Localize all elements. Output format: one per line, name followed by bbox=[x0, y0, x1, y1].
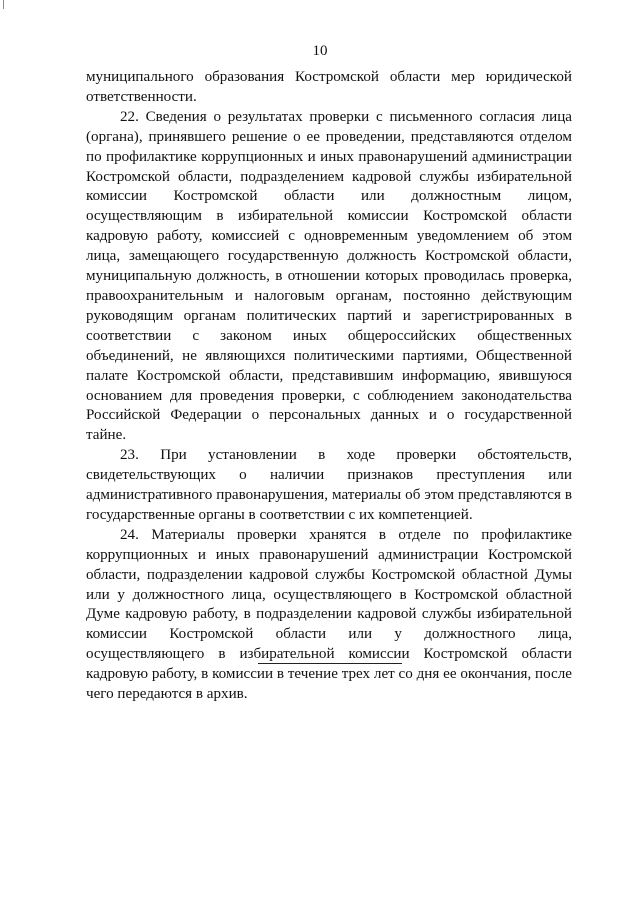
document-body bbox=[86, 68, 572, 705]
paragraph-23: 23. При установлении в ходе проверки обстоятельств, свидетельствующих о наличии признаков преступления или административного правонарушения, материалы об этом представляются в государственные органы в соответствии с их компетенцией. bbox=[86, 447, 572, 523]
scan-mark bbox=[3, 0, 4, 9]
page-number: 10 bbox=[312, 43, 328, 59]
paragraph-22: 22. Сведения о результатах проверки с письменного согласия лица (органа), принявшего решение о ее проведении, представляются отделом по профилактике коррупционных и иных правонарушений администрации Костромской области, подразделением кадровой службы избирательной комиссии Костромской области или должностным лицом, осуществляющим в избирательной комиссии Костромской области кадровую работу, комиссией с одновременным уведомлением об этом лица, замещающего государственную должность Костромской области, муниципальную должность, в отношении которых проводилась проверка, правоохранительным и налоговым органам, постоянно действующим руководящим органам политических партий и зарегистрированных в соответствии с законом иных общероссийских общественных объединений, не являющихся политическими партиями, Общественной палате Костромской области, представившим информацию, явившуюся основанием для проведения проверки, с соблюдением законодательства Российской Федерации о персональных данных и о государственной тайне. bbox=[86, 108, 572, 444]
paragraph-continuation: муниципального образования Костромской области мер юридической ответственности. bbox=[86, 69, 572, 105]
closing-divider-line bbox=[258, 663, 402, 664]
paragraph-24: 24. Материалы проверки хранятся в отделе по профилактике коррупционных и иных правонарушений администрации Костромской области, подразделении кадровой службы Костромской областной Думы или у должностного лица, осуществляющего в Костромской областной Думе кадровую работу, в подразделении кадровой службы избирательной комиссии Костромской области или у должностного лица, осуществляющего в избирательной комиссии Костромской области кадровую работу, в комиссии в течение трех лет со дня ее окончания, после чего передаются в архив. bbox=[86, 526, 572, 703]
